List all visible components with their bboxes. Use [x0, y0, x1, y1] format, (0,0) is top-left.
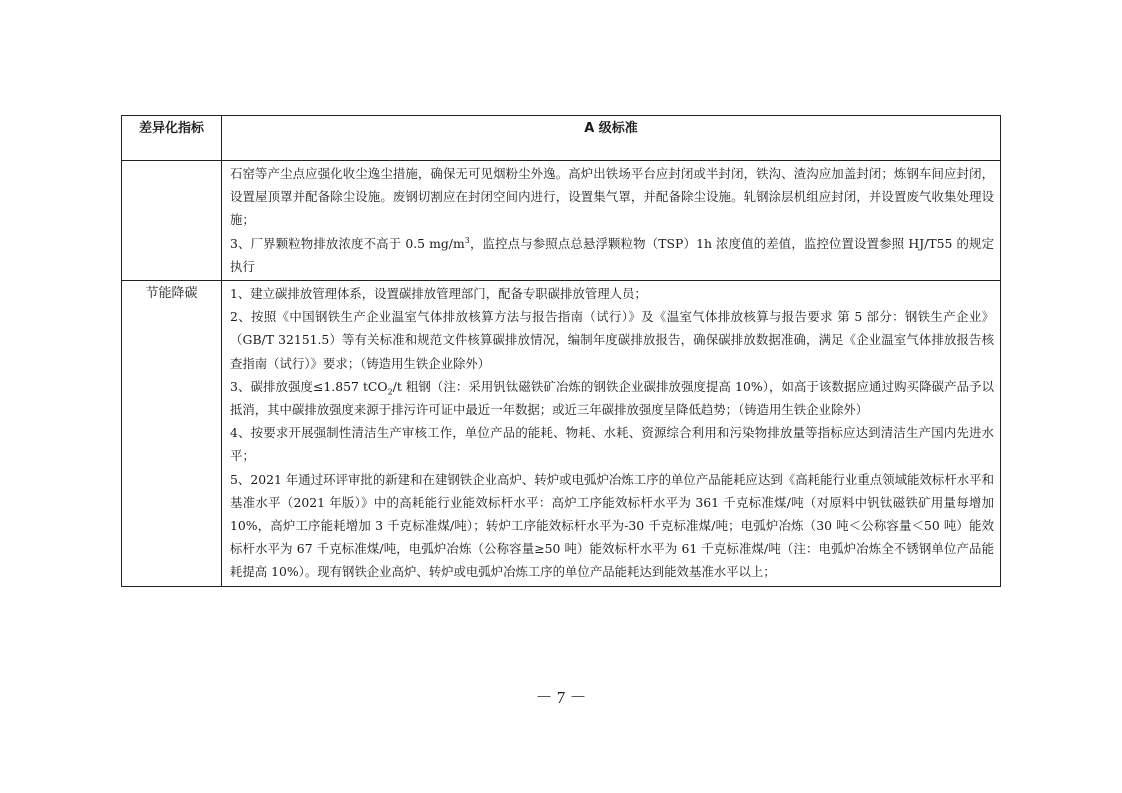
header-indicator: 差异化指标 [122, 116, 222, 161]
category-cell: 节能降碳 [122, 281, 222, 587]
category-cell [122, 161, 222, 281]
content-cell [222, 281, 1001, 587]
standards-table [121, 115, 1001, 587]
paragraph: 2、按照《中国钢铁生产企业温室气体排放核算方法与报告指南（试行）》及《温室气体排放核算与报告要求 第 5 部分：钢铁生产企业》（GB/T 32151.5）等有关标准和规范文件核算碳排放情况，编制年度碳排放报告，确保碳排放数据准确，满足《企业温室气体排放报告核查指南（试行）》要求；（铸造用生铁企业除外） [230, 309, 994, 371]
paragraph [230, 375, 994, 421]
paragraph: 1、建立碳排放管理体系，设置碳排放管理部门，配备专职碳排放管理人员； [230, 286, 647, 302]
paragraph [230, 232, 994, 278]
superscript: 3 [464, 235, 470, 245]
table-row [122, 161, 1001, 281]
table-header-row [122, 116, 1001, 161]
text-run: 3、碳排放强度≤1.857 tCO [230, 378, 388, 394]
content-cell [222, 161, 1001, 281]
header-grade-a: A 级标准 [222, 116, 1001, 161]
paragraph: 石窑等产尘点应强化收尘逸尘措施，确保无可见烟粉尘外逸。高炉出铁场平台应封闭或半封闭，铁沟、渣沟应加盖封闭；炼钢车间应封闭，设置屋顶罩并配备除尘设施。废钢切割应在封闭空间内进行，设置集气罩，并配备除尘设施。轧钢涂层机组应封闭，并设置废气收集处理设施； [230, 166, 994, 228]
text-run: /t 粗钢（注：采用钒钛磁铁矿冶炼的钢铁企业碳排放强度提高 10%），如高于该数据应通过购买降碳产品予以抵消，其中碳排放强度来源于排污许可证中最近一年数据；或近三年碳排放强度呈降低趋势；（铸造用生铁企业除外） [230, 378, 994, 418]
page-number: － 7 － [535, 688, 587, 707]
paragraph: 4、按要求开展强制性清洁生产审核工作，单位产品的能耗、物耗、水耗、资源综合利用和污染物排放量等指标应达到清洁生产国内先进水平； [230, 425, 994, 464]
text-run: ，监控点与参照点总悬浮颗粒物（TSP）1h 浓度值的差值，监控位置设置参照 HJ/T55 的规定执行 [230, 235, 994, 274]
text-run: 3、厂界颗粒物排放浓度不高于 0.5 mg/m [230, 235, 465, 251]
subscript: 2 [387, 387, 393, 397]
paragraph: 5、2021 年通过环评审批的新建和在建钢铁企业高炉、转炉或电弧炉冶炼工序的单位产品能耗应达到《高耗能行业重点领域能效标杆水平和基准水平（2021 年版）》中的高耗能行业能效标杆水平：高炉工序能效标杆水平为 361 千克标准煤/吨（对原料中钒钛磁铁矿用量每增加 10%，高炉工序能耗增加 3 千克标准煤/吨）；转炉工序能效标杆水平为-30 千克标准煤/吨；电弧炉冶炼（30 吨＜公称容量＜50 吨）能效标杆水平为 67 千克标准煤/吨，电弧炉冶炼（公称容量≥50 吨）能效标杆水平为 61 千克标准煤/吨（注：电弧炉冶炼全不锈钢单位产品能耗提高 10%）。现有钢铁企业高炉、转炉或电弧炉冶炼工序的单位产品能耗达到能效基准水平以上； [230, 471, 994, 580]
table-row [122, 281, 1001, 587]
